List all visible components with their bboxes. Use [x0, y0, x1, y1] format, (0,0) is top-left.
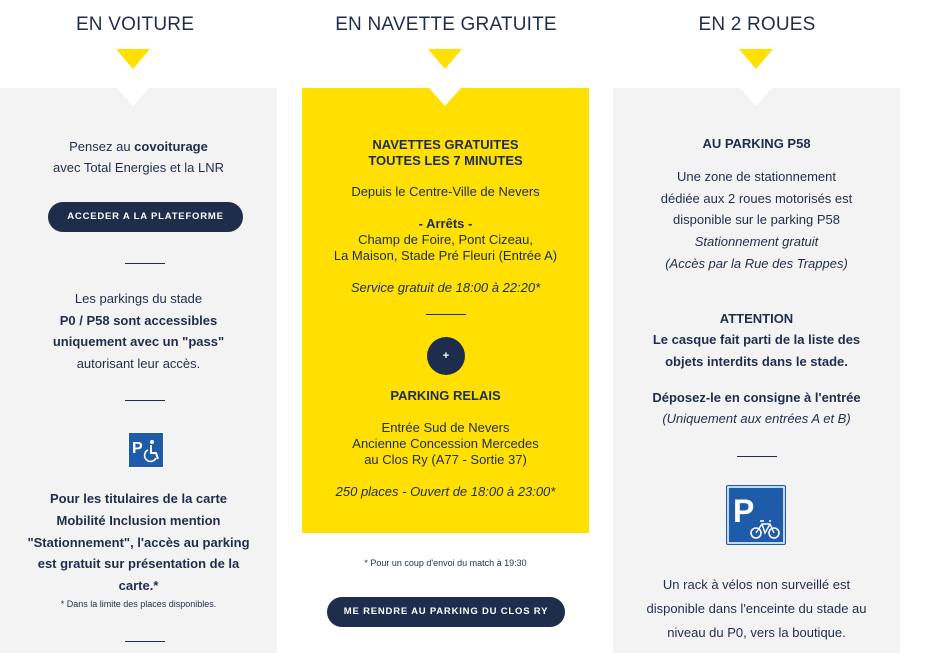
- relay-address: Entrée Sud de Nevers: [381, 420, 510, 435]
- carpool-text-2: avec Total Energies et la LNR: [52, 160, 225, 175]
- notch: [117, 88, 149, 106]
- plus-icon: +: [427, 337, 465, 375]
- panel-navette: [302, 88, 589, 533]
- relay-address: Ancienne Concession Mercedes: [352, 436, 539, 451]
- rack-text: Un rack à vélos non surveillé est: [662, 577, 851, 592]
- zone-text: Une zone de stationnement: [677, 169, 836, 184]
- card-text: "Stationnement", l'accès au parking: [27, 535, 250, 550]
- panel-2-roues: [613, 88, 900, 653]
- zone-text: Stationnement gratuit: [694, 234, 819, 249]
- parkings-text: Les parkings du stade: [74, 291, 203, 306]
- card-text: Mobilité Inclusion mention: [56, 513, 221, 528]
- service-hours: Service gratuit de 18:00 à 22:20*: [350, 280, 541, 295]
- rack-text: niveau du P0, vers la boutique.: [667, 625, 846, 640]
- svg-text:P: P: [132, 440, 143, 457]
- shuttle-heading: NAVETTES GRATUITES: [372, 137, 519, 152]
- notch: [740, 88, 772, 106]
- parkings-text: uniquement avec un "pass": [52, 334, 225, 349]
- yellow-arrow-icon: [739, 49, 773, 69]
- deposit-note: (Uniquement aux entrées A et B): [662, 411, 851, 426]
- clos-ry-parking-button[interactable]: ME RENDRE AU PARKING DU CLOS RY: [327, 597, 565, 627]
- relay-title: PARKING RELAIS: [390, 388, 501, 403]
- title-en-2-roues: EN 2 ROUES: [698, 14, 816, 35]
- yellow-arrow-icon: [428, 49, 462, 69]
- card-text: est gratuit sur présentation de la: [37, 556, 240, 571]
- attention-heading: ATTENTION: [719, 311, 794, 326]
- svg-text:P: P: [733, 493, 755, 529]
- parkings-text: P0 / P58 sont accessibles: [59, 313, 218, 328]
- separator: [125, 641, 165, 642]
- separator: [426, 314, 466, 315]
- title-en-navette: EN NAVETTE GRATUITE: [335, 14, 557, 35]
- shuttle-from: Depuis le Centre-Ville de Nevers: [351, 184, 540, 199]
- shuttle-heading: TOUTES LES 7 MINUTES: [368, 153, 523, 168]
- title-en-voiture: EN VOITURE: [75, 14, 195, 35]
- separator: [125, 400, 165, 401]
- relay-hours: 250 places - Ouvert de 18:00 à 23:00*: [335, 484, 556, 499]
- card-text: carte.*: [118, 578, 159, 593]
- separator: [737, 456, 777, 457]
- stops-list: La Maison, Stade Pré Fleuri (Entrée A): [333, 248, 558, 263]
- parkings-text: autorisant leur accès.: [76, 356, 201, 371]
- card-footnote: * Dans la limite des places disponibles.: [60, 599, 217, 609]
- stops-title: - Arrêts -: [418, 216, 473, 231]
- deposit-text: Déposez-le en consigne à l'entrée: [652, 390, 861, 405]
- bike-parking-icon: [726, 485, 786, 545]
- separator: [125, 263, 165, 264]
- p58-heading: AU PARKING P58: [702, 136, 811, 151]
- relay-address: au Clos Ry (A77 - Sortie 37): [364, 452, 527, 467]
- zone-text: disponible sur le parking P58: [673, 212, 840, 227]
- accessible-parking-icon: [128, 432, 164, 468]
- helmet-text: Le casque fait parti de la liste des: [652, 332, 861, 347]
- carpool-text: Pensez au covoiturage: [69, 139, 208, 154]
- helmet-text: objets interdits dans le stade.: [665, 354, 848, 369]
- panel-voiture: [0, 88, 277, 653]
- yellow-arrow-icon: [116, 49, 150, 69]
- shuttle-footnote: * Pour un coup d'envoi du match à 19:30: [364, 558, 527, 568]
- rack-text: disponible dans l'enceinte du stade au: [646, 601, 867, 616]
- zone-text: dédiée aux 2 roues motorisés est: [660, 191, 853, 206]
- zone-text: (Accès par la Rue des Trappes): [665, 256, 848, 271]
- card-text: Pour les titulaires de la carte: [49, 491, 228, 506]
- platform-button[interactable]: ACCEDER A LA PLATEFORME: [48, 202, 243, 232]
- stops-list: Champ de Foire, Pont Cizeau,: [358, 232, 533, 247]
- notch: [429, 88, 461, 106]
